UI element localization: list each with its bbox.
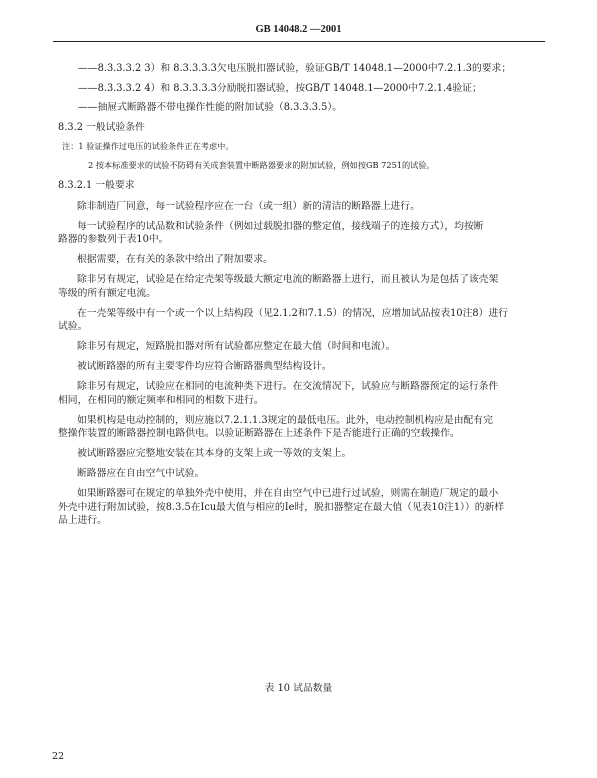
- paragraph-line: 除非制造厂同意，每一试验程序应在一台（或一组）新的清洁的断路器上进行。: [77, 200, 420, 212]
- paragraph-line: 除非另有规定，试验应在相同的电流种类下进行。在交流情况下，试验应与断路器预定的运行条件: [77, 381, 499, 392]
- dash-item-2: ——8.3.3.3.2 4）和 8.3.3.3.3分励脱扣器试验，按GB/T 14048.1—2000中7.2.1.4验证；: [78, 82, 482, 94]
- paragraph-line: 路器的参数列于表10中。: [58, 234, 169, 245]
- paragraph-line: 相同，在相同的额定频率和相同的相数下进行。: [58, 394, 264, 406]
- paragraph-short-circuit-release: [58, 340, 542, 354]
- paragraph-additional-requirements: [58, 253, 542, 267]
- dash-item-3: ——抽屉式断路器不带电操作性能的附加试验（8.3.3.3.5）。: [78, 102, 343, 113]
- paragraph-free-air: [58, 467, 542, 481]
- paragraph-line: 整操作装置的断路器控制电路供电。以验证断路器在上述条件下是否能进行正确的空载操作。: [58, 428, 460, 439]
- paragraph-line: 在一壳架等级中有一个或一个以上结构段（见2.1.2和7.1.5）的情况，应增加试品按表10注8）进行: [77, 307, 509, 319]
- dash-item-1: ——8.3.3.3.2 3）和 8.3.3.3.3欠电压脱扣器试验，验证GB/T 14048.1—2000中7.2.1.3的要求；: [78, 63, 512, 74]
- paragraph-line: 如果机构是电动控制的，则应施以7.2.1.1.3规定的最低电压。此外，电动控制机构应是由配有完: [77, 414, 493, 426]
- paragraph-electric-control: [58, 414, 542, 441]
- paragraph-line: 如果断路器可在规定的单独外壳中使用，并在自由空气中已进行过试验，则需在制造厂规定的最小: [77, 488, 499, 499]
- paragraph-line: 除非另有规定，短路脱扣器对所有试验都应整定在最大值（时间和电流）。: [77, 341, 396, 352]
- paragraph-line: 每一试验程序的试品数和试验条件（例如过载脱扣器的整定值，接线端子的连接方式），均按断: [77, 220, 484, 232]
- section-heading-8-3-2-1: 8.3.2.1 一般要求: [58, 180, 135, 191]
- paragraph-line: 试验。: [58, 321, 88, 332]
- page-body: [58, 62, 542, 534]
- header-rule: [53, 41, 545, 42]
- table-title: 表 10 试品数量: [264, 683, 333, 694]
- paragraph-current-type: [58, 380, 542, 407]
- running-header: [0, 24, 597, 35]
- paragraph-line: 等级的所有额定电流。: [58, 287, 156, 299]
- paragraph-enclosure: [58, 487, 542, 528]
- paragraph-line: 根据需要，在有关的条款中给出了附加要求。: [77, 254, 273, 265]
- section-heading-8-3-2: 8.3.2 一般试验条件: [58, 121, 145, 133]
- paragraph-line: 外壳中进行附加试验，按8.3.5在Icu最大值与相应的Ie时，脱扣器整定在最大值（见表10注1））的新样: [58, 501, 505, 513]
- paragraph-new-sample: [58, 200, 542, 214]
- paragraph-line: 断路器应在自由空气中试验。: [77, 468, 205, 479]
- paragraph-line: 被试断路器应完整地安装在其本身的支架上或一等效的支架上。: [77, 448, 352, 459]
- paragraph-line: 被试断路器的所有主要零件均应符合断路器典型结构设计。: [77, 361, 332, 372]
- paragraph-typical-design: [58, 360, 542, 374]
- paragraph-frame-size: [58, 273, 542, 300]
- paragraph-construction-breaks: [58, 307, 542, 334]
- paragraph-line: 除非另有规定，试验是在给定壳架等级最大额定电流的断路器上进行，而且被认为是包括了该壳架: [77, 274, 499, 285]
- note-1: 注：1 验证操作过电压的试验条件正在考虑中。: [62, 141, 234, 151]
- standard-number: GB 14048.2 —2001: [255, 24, 342, 35]
- page-number: 22: [52, 751, 65, 762]
- paragraph-line: 品上进行。: [58, 515, 107, 526]
- paragraph-mounting: [58, 447, 542, 461]
- note-2: 2 按本标准要求的试验不防碍有关成套装置中断路器要求的附加试验，例如按GB 7251的试验。: [88, 160, 435, 170]
- paragraph-sample-count: [58, 220, 542, 247]
